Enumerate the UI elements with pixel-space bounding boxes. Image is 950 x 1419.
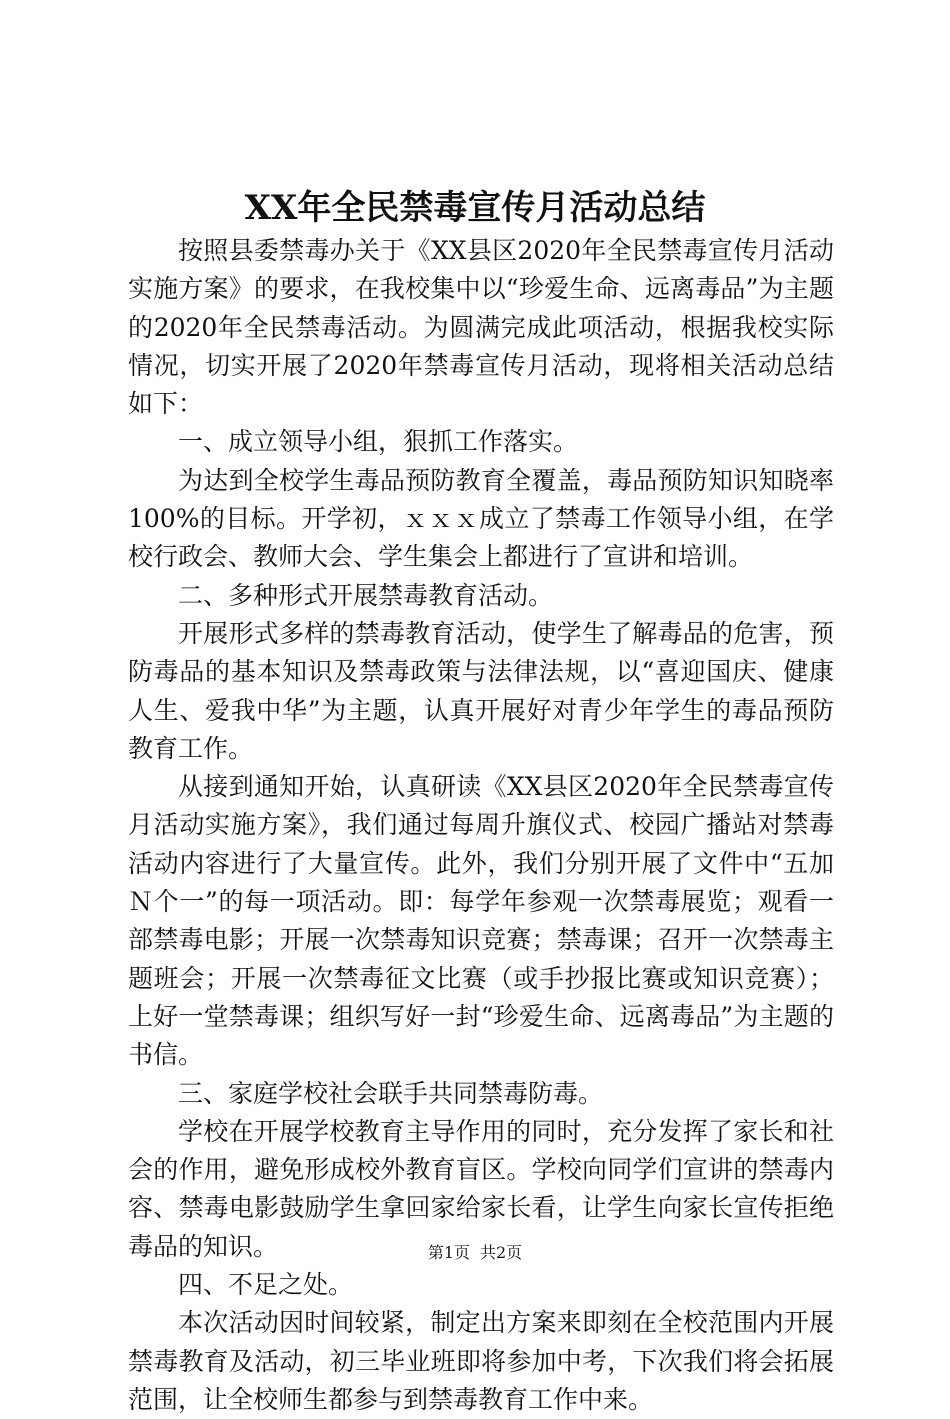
page-number: 第1页 xyxy=(427,1243,470,1262)
section-3-paragraph: 学校在开展学校教育主导作用的同时，充分发挥了家长和社会的作用，避免形成校外教育盲区。学校向同学们宣讲的禁毒内容、禁毒电影鼓励学生拿回家给家长看，让学生向家长宣传拒绝毒品的知识。 xyxy=(128,1116,834,1261)
section-heading-1: 一、成立领导小组，狠抓工作落实。 xyxy=(178,427,579,457)
section-heading-2: 二、多种形式开展禁毒教育活动。 xyxy=(178,580,554,610)
section-1-paragraph: 为达到全校学生毒品预防教育全覆盖，毒品预防知识知晓率100%的目标。开学初，ｘｘｘ成立了禁毒工作领导小组，在学校行政会、教师大会、学生集会上都进行了宣讲和培训。 xyxy=(128,465,834,572)
section-heading-3: 三、家庭学校社会联手共同禁毒防毒。 xyxy=(178,1078,604,1108)
section-2-paragraph-2: 从接到通知开始，认真研读《XX县区2020年全民禁毒宣传月活动实施方案》，我们通过每周升旗仪式、校园广播站对禁毒活动内容进行了大量宣传。此外，我们分别开展了文件中“五加Ｎ个一”的每一项活动。即：每学年参观一次禁毒展览；观看一部禁毒电影；开展一次禁毒知识竞赛；禁毒课；召开一次禁毒主题班会；开展一次禁毒征文比赛（或手抄报比赛或知识竞赛）；上好一堂禁毒课；组织写好一封“珍爱生命、远离毒品”为主题的书信。 xyxy=(128,772,834,1070)
document-title: XX年全民禁毒宣传月活动总结 xyxy=(244,188,706,228)
page-total: 共2页 xyxy=(480,1243,523,1262)
section-2-paragraph-1: 开展形式多样的禁毒教育活动，使学生了解毒品的危害，预防毒品的基本知识及禁毒政策与法律法规，以“喜迎国庆、健康人生、爱我中华”为主题，认真开展好对青少年学生的毒品预防教育工作。 xyxy=(128,618,834,763)
section-heading-4: 四、不足之处。 xyxy=(178,1270,354,1300)
intro-paragraph: 按照县委禁毒办关于《XX县区2020年全民禁毒宣传月活动实施方案》的要求，在我校集中以“珍爱生命、远离毒品”为主题的2020年全民禁毒活动。为圆满完成此项活动，根据我校实际情况，切实开展了2020年禁毒宣传月活动，现将相关活动总结如下： xyxy=(128,236,834,419)
page-footer xyxy=(0,1241,950,1265)
section-4-paragraph: 本次活动因时间较紧，制定出方案来即刻在全校范围内开展禁毒教育及活动，初三毕业班即将参加中考，下次我们将会拓展范围，让全校师生都参与到禁毒教育工作中来。 xyxy=(128,1308,834,1414)
